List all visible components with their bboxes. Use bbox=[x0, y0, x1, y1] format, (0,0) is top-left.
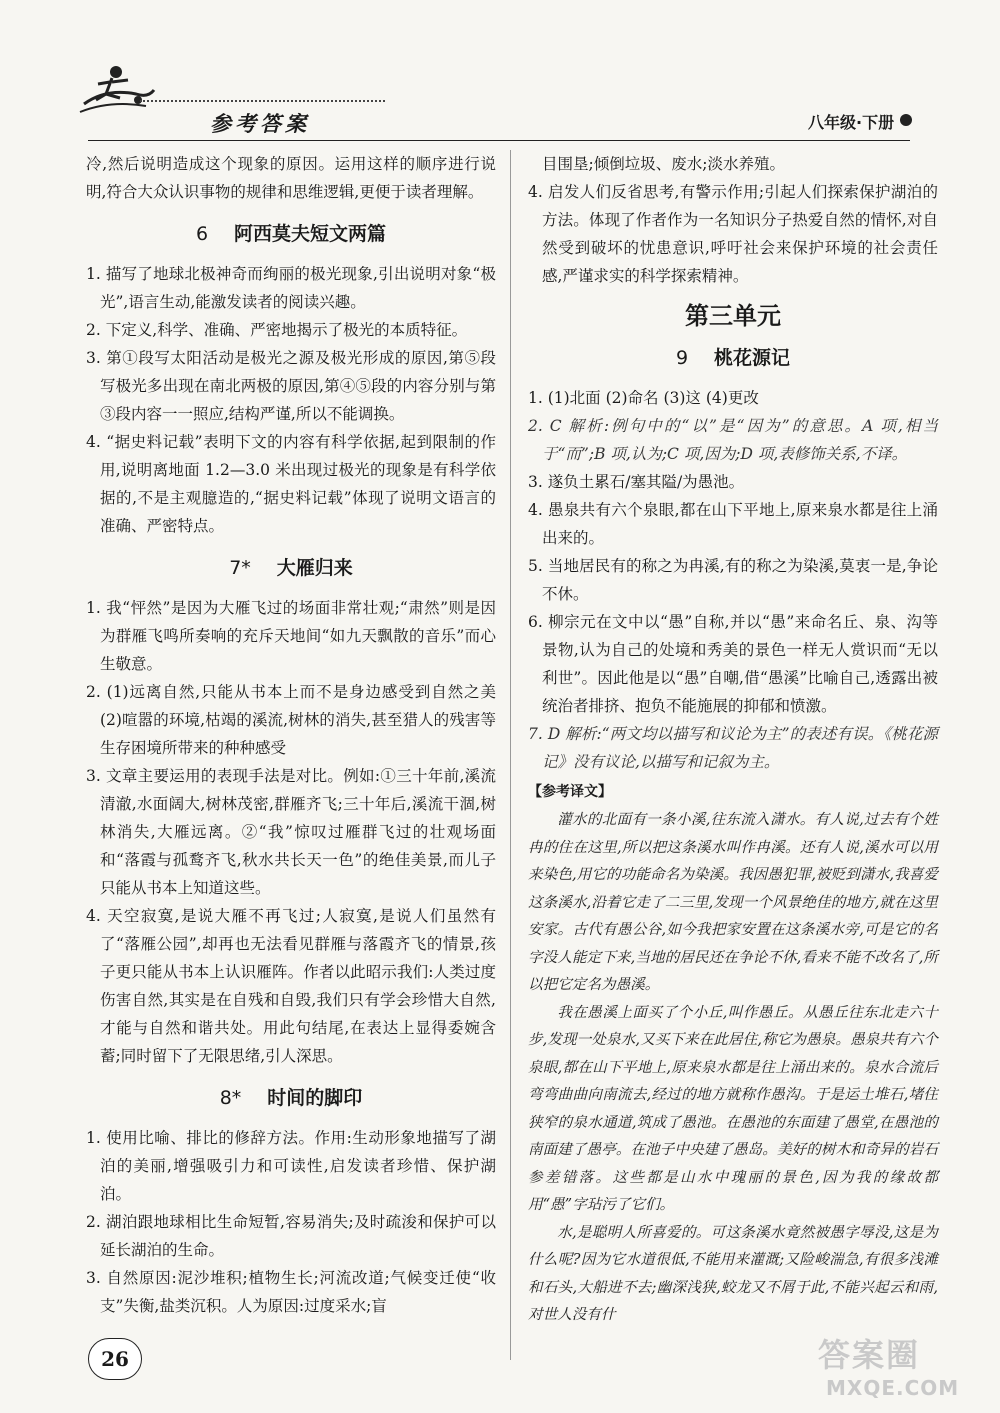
translation-paragraph: 我在愚溪上面买了个小丘,叫作愚丘。从愚丘往东北走六十步,发现一处泉水,又买下来在此居住,称它为愚泉。愚泉共有六个泉眼,都在山下平地上,原来泉水都是往上涌出来的。泉水合流后弯弯曲曲向南流去,经过的地方就称作愚沟。于是运土堆石,堵住狭窄的泉水通道,筑成了愚池。在愚池的东面建了愚堂,在愚池的南面建了愚亭。在池子中央建了愚岛。美好的树木和奇异的岩石参差错落。这些都是山水中瑰丽的景色,因为我的缘故都用“愚”字玷污了它们。 bbox=[528, 1003, 938, 1213]
answer-item: 3. 自然原因:泥沙堆积;植物生长;河流改道;气候变迁使“收支”失衡,盐类沉积。人为原因:过度采水;盲 bbox=[86, 1269, 496, 1315]
answer-item: 2. 湖泊跟地球相比生命短暂,容易消失;及时疏浚和保护可以延长湖泊的生命。 bbox=[86, 1213, 496, 1259]
runner-logo-icon bbox=[76, 60, 156, 122]
unit-heading: 第三单元 bbox=[685, 302, 781, 330]
header-bullet-icon bbox=[900, 114, 912, 126]
answer-item: 1. 描写了地球北极神奇而绚丽的极光现象,引出说明对象“极光”,语言生动,能激发读者的阅读兴趣。 bbox=[86, 265, 496, 311]
translation-tag: 【参考译文】 bbox=[528, 784, 612, 800]
header-title: 参考答案 bbox=[210, 111, 310, 136]
right-column bbox=[528, 150, 938, 1329]
left-column bbox=[86, 150, 496, 1320]
answer-item: 1. 使用比喻、排比的修辞方法。作用:生动形象地描写了湖泊的美丽,增强吸引力和可读性,启发读者珍惜、保护湖泊。 bbox=[86, 1129, 496, 1203]
section-title: 大雁归来 bbox=[276, 557, 353, 579]
translation-paragraph: 水,是聪明人所喜爱的。可这条溪水竟然被愚字辱没,这是为什么呢?因为它水道很低,不能用来灌溉;又险峻湍急,有很多浅滩和石头,大船进不去;幽深浅狭,蛟龙又不屑于此,不能兴起云和雨,对世人没有什 bbox=[528, 1223, 938, 1323]
section-9-heading bbox=[528, 344, 938, 372]
section-number: 7* bbox=[229, 557, 251, 579]
answer-item: 3. 文章主要运用的表现手法是对比。例如:①三十年前,溪流清澈,水面阔大,树林茂密,群雁齐飞;三十年后,溪流干涸,树林消失,大雁远离。②“我”惊叹过雁群飞过的壮观场面和“落霞与孤鹜齐飞,秋水共长天一色”的绝佳美景,而儿子只能从书本上知道这些。 bbox=[86, 767, 496, 897]
answer-item: 7. D 解析:“两文均以描写和议论为主”的表述有误。《桃花源记》没有议论,以描写和记叙为主。 bbox=[528, 725, 938, 771]
intro-paragraph: 冷,然后说明造成这个现象的原因。运用这样的顺序进行说明,符合大众认识事物的规律和思维逻辑,更便于读者理解。 bbox=[86, 155, 496, 201]
answer-item: 4. 愚泉共有六个泉眼,都在山下平地上,原来泉水都是往上涌出来的。 bbox=[528, 501, 938, 547]
section-title: 桃花源记 bbox=[714, 347, 791, 369]
section-6-heading bbox=[86, 220, 496, 248]
continued-answer: 目围垦;倾倒垃圾、废水;淡水养殖。 bbox=[542, 155, 785, 173]
answer-item: 5. 当地居民有的称之为冉溪,有的称之为染溪,莫衷一是,争论不休。 bbox=[528, 557, 938, 603]
section-number: 8* bbox=[219, 1087, 242, 1109]
answer-item: 1. 我“怦然”是因为大雁飞过的场面非常壮观;“肃然”则是因为群雁飞鸣所奏响的充斥天地间“如九天飘散的音乐”而心生敬意。 bbox=[86, 599, 496, 673]
section-number: 6 bbox=[195, 223, 209, 245]
column-divider bbox=[510, 150, 511, 1360]
page-number: 26 bbox=[88, 1338, 142, 1380]
header-grade: 八年级·下册 bbox=[808, 113, 895, 132]
answer-item: 4. 天空寂寞,是说大雁不再飞过;人寂寞,是说人们虽然有了“落雁公园”,却再也无法看见群雁与落霞齐飞的情景,孩子更只能从书本上认识雁阵。作者以此昭示我们:人类过度伤害自然,其实是在自残和自毁,我们只有学会珍惜大自然,才能与自然和谐共处。用此句结尾,在表达上显得委婉含蓄;同时留下了无限思绪,引人深思。 bbox=[86, 907, 496, 1065]
translation-paragraph: 灌水的北面有一条小溪,往东流入潇水。有人说,过去有个姓冉的住在这里,所以把这条溪水叫作冉溪。还有人说,溪水可以用来染色,用它的功能命名为染溪。我因愚犯罪,被贬到潇水,我喜爱这条溪水,沿着它走了二三里,发现一个风景绝佳的地方,就在这里安家。古代有愚公谷,如今我把家安置在这条溪水旁,可是它的名字没人能定下来,当地的居民还在争论不休,看来不能不改名了,所以把它定名为愚溪。 bbox=[528, 811, 938, 993]
answer-item: 2. 下定义,科学、准确、严密地揭示了极光的本质特征。 bbox=[86, 321, 468, 339]
section-title: 阿西莫夫短文两篇 bbox=[234, 223, 387, 245]
header-rule bbox=[88, 140, 910, 141]
watermark-logo: 答案圈 bbox=[818, 1336, 921, 1374]
section-number: 9 bbox=[675, 347, 689, 369]
answer-item: 3. 遂负土累石/塞其隘/为愚池。 bbox=[528, 473, 745, 491]
answer-item: 2. (1)远离自然,只能从书本上而不是身边感受到自然之美 (2)喧嚣的环境,枯竭的溪流,树林的消失,甚至猎人的残害等生存困境所带来的种种感受 bbox=[86, 683, 496, 757]
answer-item: 4. 启发人们反省思考,有警示作用;引起人们探索保护湖泊的方法。体现了作者作为一名知识分子热爱自然的情怀,对自然受到破坏的忧患意识,呼吁社会来保护环境的社会责任感,严谨求实的科学探索精神。 bbox=[528, 183, 938, 285]
section-7-heading bbox=[86, 554, 496, 582]
answer-item: 1. (1)北面 (2)命名 (3)这 (4)更改 bbox=[528, 389, 759, 407]
header-dotted-rule bbox=[140, 100, 385, 102]
answer-item: 2. C 解析:例句中的“以”是“因为”的意思。A 项,相当于“而”;B 项,认为;C 项,因为;D 项,表修饰关系,不译。 bbox=[528, 417, 938, 463]
answer-item: 3. 第①段写太阳活动是极光之源及极光形成的原因,第⑤段写极光多出现在南北两极的原因,第④⑤段的内容分别与第③段内容一一照应,结构严谨,所以不能调换。 bbox=[86, 349, 496, 423]
section-8-heading bbox=[86, 1084, 496, 1112]
answer-item: 4. “据史料记载”表明下文的内容有科学依据,起到限制的作用,说明离地面 1.2—3.0 米出现过极光的现象是有科学依据的,不是主观臆造的,“据史料记载”体现了说明文语言的准确、严密特点。 bbox=[86, 433, 496, 535]
answer-item: 6. 柳宗元在文中以“愚”自称,并以“愚”来命名丘、泉、沟等景物,认为自己的处境和秀美的景色一样无人赏识而“无以利世”。因此他是以“愚”自嘲,借“愚溪”比喻自己,透露出被统治者排挤、抱负不能施展的抑郁和愤激。 bbox=[528, 613, 938, 715]
section-title: 时间的脚印 bbox=[267, 1087, 363, 1109]
watermark-url: MXQE.COM bbox=[826, 1376, 960, 1400]
